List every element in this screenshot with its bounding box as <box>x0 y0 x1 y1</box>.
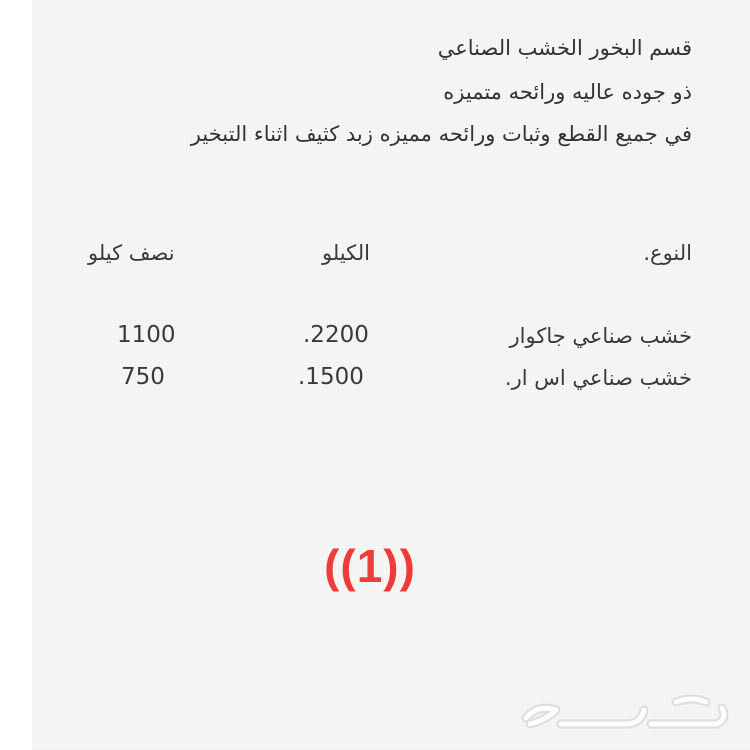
row-1-kilo: .2200 <box>303 322 369 348</box>
header-type: النوع. <box>643 241 692 265</box>
header-half-kilo: نصف كيلو <box>88 241 175 265</box>
row-2-kilo: .1500 <box>298 364 364 390</box>
haraj-watermark-logo <box>516 690 736 740</box>
header-kilo: الكيلو <box>322 241 370 265</box>
left-margin <box>0 0 32 750</box>
row-2-half-kilo: 750 <box>121 364 165 390</box>
intro-line-2: ذو جوده عاليه ورائحه متميزه <box>443 80 692 104</box>
row-1-type: خشب صناعي جاكوار <box>509 324 692 348</box>
intro-line-3: في جميع القطع وثبات ورائحه مميزه زبد كثيف اثناء التبخير <box>190 122 692 146</box>
item-number-marker: ((1)) <box>324 540 416 592</box>
row-2-type: خشب صناعي اس ار. <box>504 366 692 390</box>
intro-line-1: قسم البخور الخشب الصناعي <box>437 36 692 60</box>
row-1-half-kilo: 1100 <box>117 322 176 348</box>
